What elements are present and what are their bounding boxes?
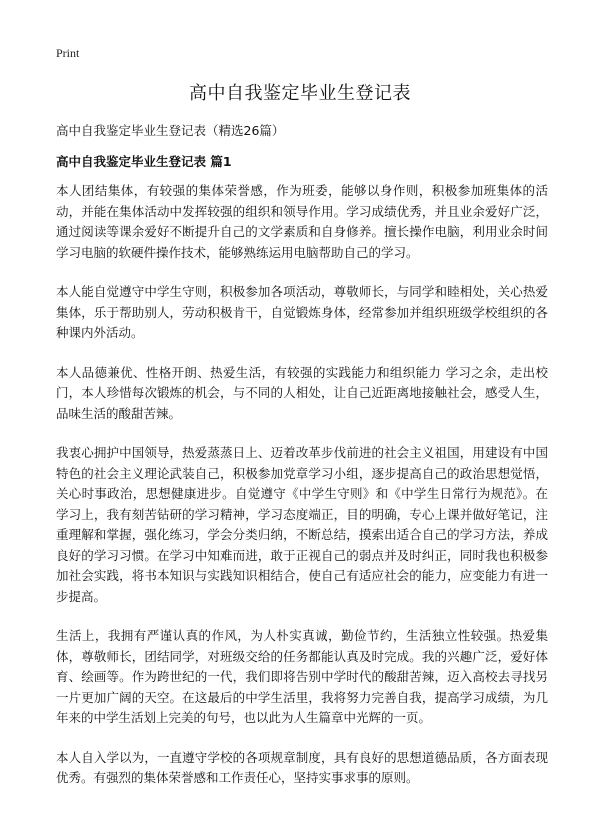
paragraph-2: 本人能自觉遵守中学生守则，积极参加各项活动，尊敬师长，与同学和睦相处，关心热爱集体，乐于帮助别人，劳动积极肯干，自觉锻炼身体，经常参加并组织班级学校组织的各种课内外活动。 <box>56 284 548 340</box>
paragraph-5: 生活上，我拥有严谨认真的作风，为人朴实真诚，勤俭节约，生活独立性较强。热爱集体，尊敬师长，团结同学，对班级交给的任务都能认真及时完成。我的兴趣广泛，爱好体育、绘画等。作为跨世纪的一代，我们即将告别中学时代的酸甜苦辣，迈入高校去寻找另一片更加广阔的天空。在这最后的中学生活里，我将努力完善自我，提高学习成绩，为几年来的中学生活划上完美的句号，也以此为人生篇章中光辉的一页。 <box>56 628 548 725</box>
section-heading: 高中自我鉴定毕业生登记表 篇1 <box>56 154 232 169</box>
document-subtitle: 高中自我鉴定毕业生登记表（精选26篇） <box>56 123 285 138</box>
paragraph-4: 我衷心拥护中国领导，热爱蒸蒸日上、迈着改革步伐前进的社会主义祖国，用建设有中国特色的社会主义理论武装自己，积极参加党章学习小组，逐步提高自己的政治思想觉悟，关心时事政治，思想健康进步。自觉遵守《中学生守则》和《中学生日常行为规范》。在学习上，我有刻苦钻研的学习精神，学习态度端正，目的明确，专心上课并做好笔记，注重理解和掌握，强化练习，学会分类归纳，不断总结，摸索出适合自己的学习方法，养成良好的学习习惯。在学习中知难而进，敢于正视自己的弱点并及时纠正，同时我也积极参加社会实践，将书本知识与实践知识相结合，使自己有适应社会的能力，应变能力有进一步提高。 <box>56 445 548 604</box>
print-link[interactable]: Print <box>56 46 80 60</box>
page-title: 高中自我鉴定毕业生登记表 <box>189 83 411 104</box>
body-text <box>56 181 548 808</box>
paragraph-6: 本人自入学以为，一直遵守学校的各项规章制度，具有良好的思想道德品质，各方面表现优秀。有强烈的集体荣誉感和工作责任心，坚持实事求事的原则。 <box>56 749 548 785</box>
paragraph-3: 本人品德兼优、性格开朗、热爱生活，有较强的实践能力和组织能力 学习之余，走出校门，本人珍惜每次锻炼的机会，与不同的人相处，让自己近距离地接触社会，感受人生，品味生活的酸甜苦辣。 <box>56 364 548 421</box>
paragraph-1: 本人团结集体，有较强的集体荣誉感，作为班委，能够以身作则，积极参加班集体的活动，并能在集体活动中发挥较强的组织和领导作用。学习成绩优秀，并且业余爱好广泛，通过阅读等课余爱好不断提升自己的文学素质和自身修养。擅长操作电脑，利用业余时间学习电脑的软硬件操作技术，能够熟练运用电脑帮助自己的学习。 <box>56 183 548 260</box>
